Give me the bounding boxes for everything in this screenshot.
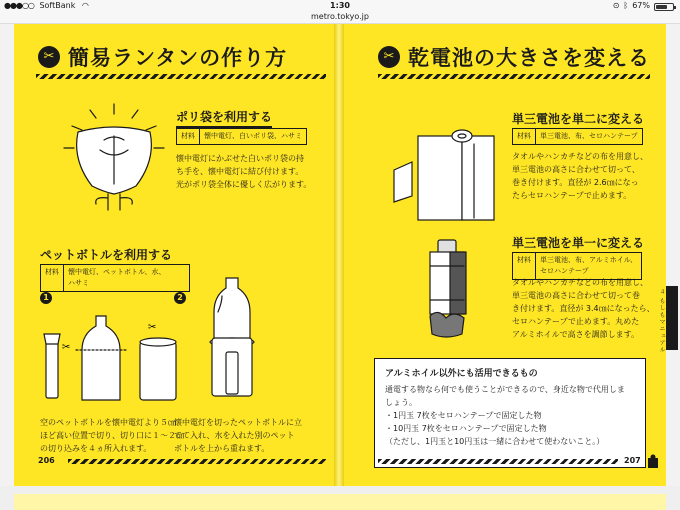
poly-body [176,152,311,191]
materials-value [64,265,169,291]
left-title-row [38,42,287,72]
wifi-icon: ◠ [81,1,89,10]
note-title: アルミホイル以外にも活用できるもの [385,369,538,379]
materials-label: 材料 [41,265,64,291]
note-text [385,383,635,448]
step-1-badge: 1 [40,292,52,304]
s2-body [512,150,648,202]
text-line: ・1円玉 7枚をセロハンテープで固定した物 [385,411,542,420]
materials-label: 材料 [177,129,200,144]
text-line: しょう。 [385,398,417,407]
signal-icon: ●●●○○ [4,1,34,10]
text-line: たらセロハンテープで止めます。 [512,191,632,200]
poly-materials [176,128,307,145]
materials-line: セロハンテープ [540,267,589,275]
s1-body [512,276,655,341]
svg-text:✂: ✂ [148,322,157,333]
text-line: ・10円玉 7枚をセロハンテープで固定した物 [385,424,547,433]
materials-value: 単三電池、布、セロハンテープ [540,132,638,140]
status-right [613,0,674,12]
text-line: ち手を、懐中電灯に結び付けます。 [176,167,304,176]
text-line: き付けます。直径が 3.4㎝になったら、 [512,304,655,313]
poly-bag-lantern-illustration [54,100,174,210]
text-line: てて入れ、水を入れた別のペット [174,431,295,440]
chapter-tab-label: ４ もしもマニュアル [658,288,665,354]
lock-rotation-icon: ⊙ [612,1,620,10]
battery-percent: 67% [632,1,650,10]
hazard-stripe [378,74,650,79]
materials-line: 単三電池、布、アルミホイル、 [540,256,638,264]
clock: 1:30 [330,1,350,10]
page-title: 簡易ランタンの作り方 [68,46,288,70]
materials-line: 懐中電灯、ペットボトル、水、 [68,268,166,276]
left-page [14,24,334,486]
text-line: セロハンテープで止めます。丸めた [512,317,640,326]
page-number-left: 206 [38,456,55,465]
materials-label: 材料 [513,129,536,144]
poly-heading: ポリ袋を利用する [176,108,272,128]
page-number-right: 207 [624,456,641,465]
text-line: 懐中電灯にかぶせた白いポリ袋の持 [176,154,304,163]
pet-bottle-cut-illustration [40,306,170,406]
battery-icon [654,3,674,11]
hazard-stripe [36,74,326,79]
s2-materials [512,128,643,145]
text-line: ほど高い位置で切り、切り口に１～２㎝ [40,431,184,440]
s1-heading: 単三電池を単一に変える [512,236,645,250]
step-2-text [174,416,302,455]
materials-label: 材料 [513,253,536,279]
status-bar [0,0,680,12]
towel-wrap-illustration [384,122,504,232]
bluetooth-icon: ᛒ [623,1,629,10]
text-line: （ただし、1円玉と10円玉は一緒に合わせて使わないこと。） [385,437,605,446]
pet-materials [40,264,190,292]
right-title-row [378,42,650,72]
step-2-badge: 2 [174,292,186,304]
svg-text:✂: ✂ [62,342,71,353]
s2-heading: 単三電池を単二に変える [512,112,645,126]
text-line: 空のペットボトルを懐中電灯より５㎝ [40,418,176,427]
pet-lantern-assembled-illustration [192,272,272,402]
text-line: タオルやハンカチなどの布を用意し、 [512,278,648,287]
text-line: 通電する物なら何でも使うことができるので、身近な物で代用しま [385,385,625,394]
pet-heading: ペットボトルを利用する [40,248,173,262]
carrier-name: SoftBank [39,1,76,10]
text-line: 単三電池の高さに合わせて切って、 [512,165,640,174]
scissors-icon: ✂ [378,46,400,68]
next-page-preview [0,486,680,510]
hazard-stripe [378,459,618,464]
text-line: 単三電池の高さに合わせて切って巻 [512,291,640,300]
url-bar[interactable]: metro.tokyo.jp [0,12,680,24]
text-line: 懐中電灯を切ったペットボトルに立 [174,418,302,427]
hazard-stripe [68,459,326,464]
text-line: 巻き付けます。直径が 2.6㎝になっ [512,178,639,187]
text-line: タオルやハンカチなどの布を用意し、 [512,152,648,161]
text-line: アルミホイルで高さを調節します。 [512,330,640,339]
note-box [374,358,646,468]
text-line: 光がポリ袋全体に優しく広がります。 [176,180,312,189]
materials-line: ハサミ [68,279,89,287]
mascot-icon [646,454,660,470]
scissors-icon: ✂ [38,46,60,68]
text-line: の切り込みを４ヵ所入れます。 [40,444,152,453]
chapter-tab [666,286,678,350]
page-title: 乾電池の大きさを変える [408,46,650,70]
book-gutter [334,24,344,486]
text-line: ボトルを上から重ねます。 [174,444,270,453]
step-1-text [40,416,184,455]
battery-wrap-illustration [424,236,484,346]
right-page [344,24,666,486]
materials-value: 懐中電灯、白いポリ袋、ハサミ [204,132,302,140]
